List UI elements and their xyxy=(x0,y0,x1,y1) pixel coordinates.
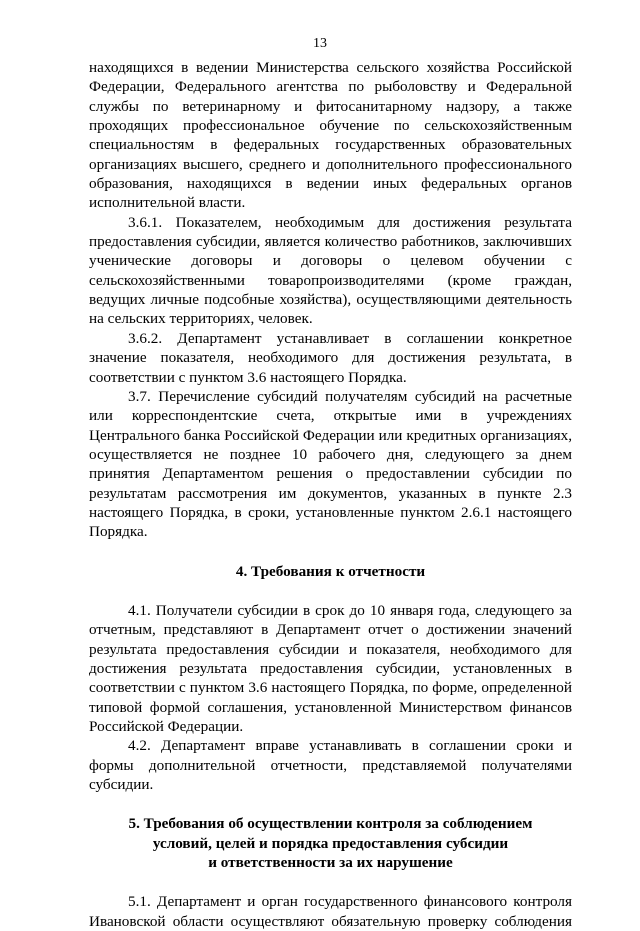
section-5-heading-line-1: 5. Требования об осуществлении контроля за соблюдением xyxy=(128,815,533,833)
section-5-heading-line-3: и ответственности за их нарушение xyxy=(208,854,453,872)
paragraph-4-2: 4.2. Департамент вправе устанавливать в соглашении сроки и формы дополнительной отчетности, представляемой получателями субсидии. xyxy=(89,737,572,794)
paragraph-continued: находящихся в ведении Министерства сельского хозяйства Российской Федерации, Федерального агентства по рыболовству и Федеральной службы по ветеринарному и фитосанитарному надзору, а также проходящих профессиональное обучение по сельскохозяйственным специальностям в федеральных государственных образовательных организациях высшего, среднего и дополнительного профессионального образования, находящихся в ведении иных федеральных органов исполнительной власти. xyxy=(89,59,572,212)
paragraph-3-7: 3.7. Перечисление субсидий получателям субсидий на расчетные или корреспондентские счета, открытые ими в учреждениях Центрального банка Российской Федерации или кредитных организациях, осуществляется не позднее 10 рабочего дня, следующего за днем принятия Департаментом решения о предоставлении субсидии по результатам рассмотрения им документов, указанных в пункте 2.3 настоящего Порядка, в сроки, установленные пунктом 2.6.1 настоящего Порядка. xyxy=(89,387,572,541)
document-body xyxy=(89,58,572,931)
page-number: 13 xyxy=(313,36,327,51)
section-5-heading xyxy=(89,814,572,872)
paragraph-3-6-1: 3.6.1. Показателем, необходимым для достижения результата предоставления субсидии, является количество работников, заключивших ученические договоры и договоры о целевом обучении с сельскохозяйственными товаропроизводителями (кроме граждан, ведущих личные подсобные хозяйства), осуществляющими деятельность на сельских территориях, человек. xyxy=(89,213,572,328)
paragraph-4-1: 4.1. Получатели субсидии в срок до 10 января года, следующего за отчетным, представляют в Департамент отчет о достижении значений результата предоставления субсидии и показателя, необходимого для достижения результата предоставления субсидии, установленных в соответствии с пунктом 3.6 настоящего Порядка, по форме, определенной типовой формой соглашения, установленной Министерством финансов Российской Федерации. xyxy=(89,601,572,735)
section-4-heading: 4. Требования к отчетности xyxy=(235,562,426,580)
section-5-heading-line-2: условий, целей и порядка предоставления субсидии xyxy=(152,834,509,852)
paragraph-3-6-2: 3.6.2. Департамент устанавливает в соглашении конкретное значение показателя, необходимого для достижения результата, в соответствии с пунктом 3.6 настоящего Порядка. xyxy=(89,329,572,386)
paragraph-5-1: 5.1. Департамент и орган государственного финансового контроля Ивановской области осуществляют обязательную проверку соблюдения xyxy=(89,893,572,930)
